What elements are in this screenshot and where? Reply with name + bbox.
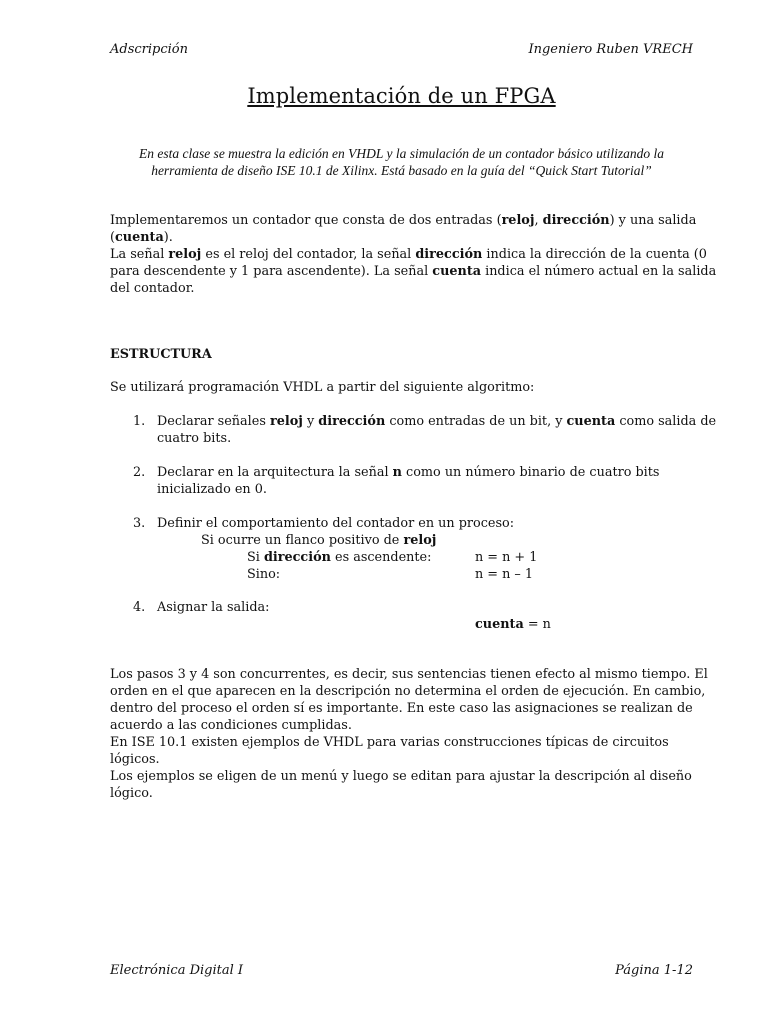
- abstract-line: herramienta de diseño ISE 10.1 de Xilinx. Está basado en la guía del “Quick Start Tutorial”: [151, 162, 652, 178]
- term-reloj: reloj: [501, 213, 535, 228]
- section-heading: ESTRUCTURA: [110, 347, 212, 362]
- text-run: ).: [163, 230, 173, 245]
- list-number: 2.: [133, 465, 146, 480]
- intro-line: [110, 246, 707, 263]
- text-run: como entradas de un bit, y: [385, 414, 567, 429]
- term-reloj: reloj: [269, 414, 303, 429]
- algorithm-expression: n = n + 1: [475, 550, 538, 565]
- text-run: Implementaremos un contador que consta de dos entradas (: [110, 213, 502, 228]
- closing-line: Los ejemplos se eligen de un menú y luego se editan para ajustar la descripción al diseño: [110, 769, 692, 784]
- algorithm-expression: n = n – 1: [475, 567, 534, 582]
- closing-line: En ISE 10.1 existen ejemplos de VHDL para varias construcciones típicas de circuitos: [110, 735, 669, 750]
- text-run: Declarar en la arquitectura la señal: [157, 465, 393, 480]
- text-run: Declarar señales: [157, 414, 270, 429]
- term-direccion: dirección: [415, 247, 483, 262]
- page-header: [110, 42, 693, 64]
- algorithm-intro: Se utilizará programación VHDL a partir del siguiente algoritmo:: [110, 380, 535, 395]
- text-run: La señal: [110, 247, 169, 262]
- page-title: Implementación de un FPGA: [247, 84, 556, 108]
- list-item-body: [157, 413, 717, 447]
- abstract-line: En esta clase se muestra la edición en VHDL y la simulación de un contador básico utilizando la: [138, 146, 665, 161]
- intro-line: [110, 229, 693, 246]
- list-item-body: [157, 515, 693, 532]
- closing-line: lógicos.: [110, 752, 160, 767]
- closing-paragraph: [110, 666, 708, 802]
- algorithm-condition: [201, 532, 436, 549]
- list-number: 4.: [133, 600, 146, 615]
- text-run: ,: [534, 213, 543, 228]
- algorithm-else-label: Sino:: [247, 567, 281, 582]
- intro-line: del contador.: [110, 281, 195, 296]
- term-direccion: dirección: [318, 414, 386, 429]
- header-right-text: Ingeniero Ruben VRECH: [528, 42, 693, 57]
- term-cuenta: cuenta: [475, 617, 524, 632]
- header-left-text: Adscripción: [110, 42, 188, 57]
- text-run: Si ocurre un flanco positivo de: [201, 533, 404, 548]
- term-reloj: reloj: [168, 247, 202, 262]
- text-run: Si: [247, 550, 264, 565]
- text-run: para descendente y 1 para ascendente). La señal: [110, 264, 433, 279]
- closing-line: lógico.: [110, 786, 153, 801]
- closing-line: dentro del proceso el orden sí es importante. En este caso las asignaciones se realizan de: [110, 701, 693, 716]
- list-item-body: [157, 464, 693, 498]
- list-item-line: cuatro bits.: [157, 431, 232, 446]
- text-run: como un número binario de cuatro bits: [401, 465, 660, 480]
- list-item-line: inicializado en 0.: [157, 482, 267, 497]
- closing-line: orden en el que aparecen en la descripción no determina el orden de ejecución. En cambio,: [110, 684, 706, 699]
- abstract: [110, 146, 693, 180]
- text-run: = n: [523, 617, 551, 632]
- text-run: es ascendente:: [330, 550, 432, 565]
- list-item-body: [157, 599, 693, 616]
- list-item-line: [157, 464, 693, 481]
- term-direccion: dirección: [542, 213, 610, 228]
- text-run: indica el número actual en la salida: [481, 264, 717, 279]
- text-run: ) y una salida: [609, 213, 697, 228]
- closing-line: acuerdo a las condiciones cumplidas.: [110, 718, 352, 733]
- output-assignment: [475, 616, 551, 633]
- text-run: es el reloj del contador, la señal: [201, 247, 416, 262]
- term-cuenta: cuenta: [566, 414, 616, 429]
- closing-line: Los pasos 3 y 4 son concurrentes, es decir, sus sentencias tienen efecto al mismo tiempo. El: [110, 667, 708, 682]
- term-n: n: [392, 465, 402, 480]
- list-item-line: [157, 413, 717, 430]
- algorithm-else-branch: [247, 566, 533, 583]
- list-item-line: Definir el comportamiento del contador en un proceso:: [157, 516, 515, 531]
- term-direccion: dirección: [263, 550, 331, 565]
- algorithm-condition-text: [247, 549, 475, 566]
- term-cuenta: cuenta: [432, 264, 482, 279]
- list-number: 1.: [133, 414, 146, 429]
- term-reloj: reloj: [403, 533, 437, 548]
- term-cuenta: cuenta: [115, 230, 164, 245]
- intro-line: [110, 212, 697, 229]
- intro-line: [110, 263, 717, 280]
- text-run: como salida de: [615, 414, 717, 429]
- text-run: (: [110, 230, 115, 245]
- page-number: Página 1-12: [615, 963, 693, 978]
- list-number: 3.: [133, 516, 146, 531]
- text-run: indica la dirección de la cuenta (0: [482, 247, 707, 262]
- page-footer: [110, 963, 693, 985]
- list-item-line: Asignar la salida:: [157, 600, 270, 615]
- algorithm-if-branch: [247, 549, 537, 566]
- intro-paragraph: [110, 212, 717, 297]
- text-run: y: [302, 414, 319, 429]
- footer-left-text: Electrónica Digital I: [110, 963, 244, 978]
